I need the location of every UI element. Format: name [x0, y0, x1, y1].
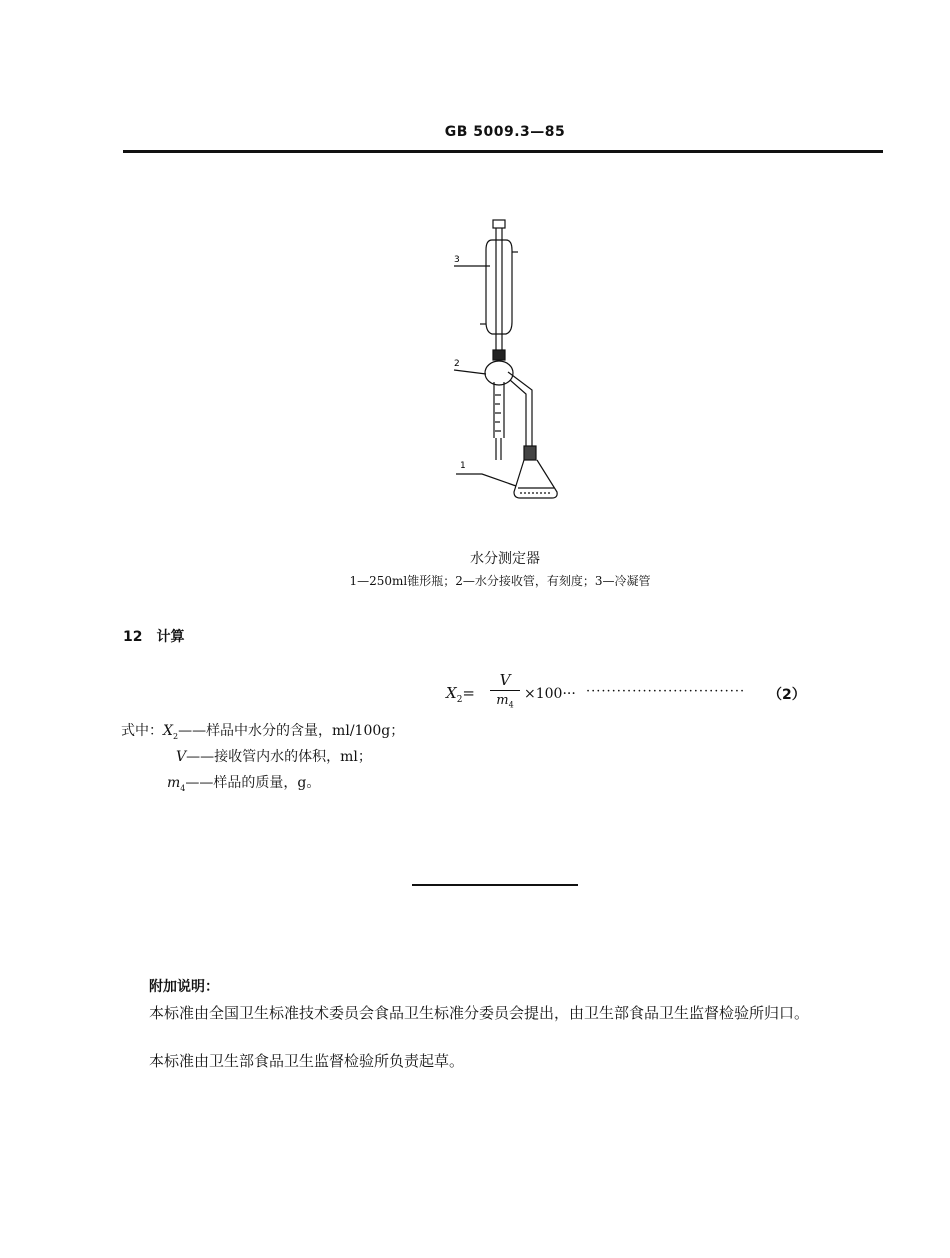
section-title: 计算	[156, 629, 185, 645]
header-rule	[123, 150, 883, 153]
equation-number: （2）	[768, 687, 806, 703]
leader-line-1	[456, 474, 516, 486]
figure-label-3: 3	[454, 255, 460, 265]
condenser-top-cap	[493, 220, 505, 228]
additional-paragraph: 本标准由卫生部食品卫生监督检验所负责起草。	[149, 1052, 465, 1070]
figure-label-2: 2	[454, 359, 460, 369]
formula-lhs: $X_2=$	[446, 684, 475, 705]
additional-notes-title: 附加说明：	[149, 979, 219, 995]
condenser-jacket	[486, 240, 512, 334]
formula-2	[446, 672, 806, 718]
standard-number: GB 5009.3—85	[444, 124, 566, 140]
figure-label-1: 1	[460, 461, 466, 471]
formula-leader-dots: ·······························	[586, 684, 746, 699]
figure-title: 水分测定器	[470, 551, 540, 567]
definition-x2: 式中：$X_2——$样品中水分的含量，ml/100g；	[121, 723, 405, 741]
fraction-bar	[490, 690, 520, 691]
definition-v: V——接收管内水的体积，ml；	[176, 749, 372, 765]
section-number: 12	[123, 629, 143, 645]
formula-multiplier: ×100···	[524, 686, 576, 702]
formula-denominator: $m_4$	[496, 693, 514, 710]
additional-paragraph: 本标准由全国卫生标准技术委员会食品卫生标准分委员会提出，由卫生部食品卫生监督检验所归口。	[149, 1004, 810, 1022]
figure-legend: 1—250ml锥形瓶；2—水分接收管，有刻度；3—冷凝管	[349, 574, 651, 588]
end-rule	[412, 884, 578, 886]
formula-fraction	[490, 672, 520, 714]
leader-line-2	[454, 370, 486, 374]
moisture-apparatus-diagram	[440, 210, 570, 505]
definition-m4: $m_4——$样品的质量，g。	[167, 775, 321, 793]
formula-numerator: V	[499, 671, 511, 689]
section-heading	[123, 626, 184, 646]
